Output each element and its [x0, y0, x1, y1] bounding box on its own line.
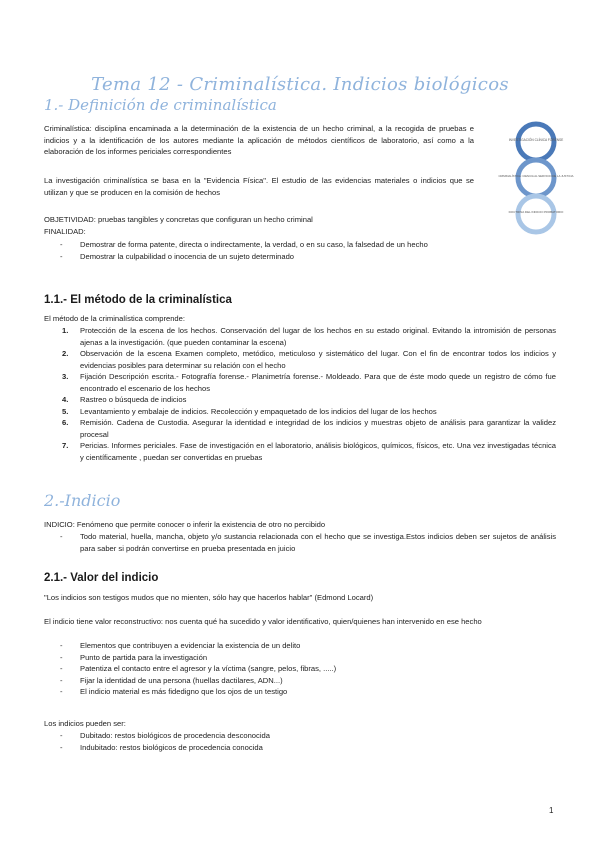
diagram-label-2: CRIMINALÍSTICA: CIENCIA AL SERVICIO DE LA JUSTICIA [498, 174, 574, 178]
list-item: - Patentiza el contacto entre el agresor y la víctima (sangre, pelos, fibras, .....) [60, 664, 337, 673]
method-intro: El método de la criminalística comprende: [44, 314, 185, 323]
list-item: - Fijar la identidad de una persona (huellas dactilares, ADN...) [60, 675, 283, 685]
page-number: 1 [549, 806, 554, 815]
indicio-list [60, 531, 556, 554]
objectivity-text: OBJETIVIDAD: pruebas tangibles y concretas que configuran un hecho criminal [44, 215, 313, 224]
section-1-heading: 1.- Definición de criminalística [44, 96, 277, 114]
method-steps-list [58, 325, 556, 463]
list-item: 1. Protección de la escena de los hechos. Conservación del lugar de los hechos en su estado original. Evitando la intromisión de personas ajenas a la investigación. (que pueden contaminar la escena) [62, 326, 556, 347]
list-item: 2. Observación de la escena Examen completo, metódico, meticuloso y sistemático del lugar. Con el fin de encontrar todos los indicios y evidencias posibles para determinar su relación con el hecho [62, 349, 556, 370]
types-list [60, 730, 556, 753]
types-label: Los indicios pueden ser: [44, 719, 126, 728]
diagram-label-3: DOCTRINA DEL INDICIO PROBATORIO [508, 210, 564, 214]
investigation-paragraph: La investigación criminalística se basa en la "Evidencia Física". El estudio de las evidencias materiales o indicios que se utilizan y que se producen en la comisión de hechos [44, 176, 474, 197]
list-item: 6. Remisión. Cadena de Custodia. Asegurar la identidad e integridad de los indicios y muestras objeto de análisis para garantizar la validez procesal [62, 418, 556, 439]
list-item: - Demostrar de forma patente, directa o indirectamente, la verdad, o en su caso, la falsedad de un hecho [60, 240, 428, 249]
list-item: - Indubitado: restos biológicos de procedencia conocida [60, 742, 263, 752]
list-item: - Dubitado: restos biológicos de procedencia desconocida [60, 731, 270, 740]
criminalistics-definition: Criminalística: disciplina encaminada a la determinación de la existencia de un hecho criminal, a la recogida de pruebas e indicios y a la identificación de los autores mediante la aplicación de métodos científicos de laboratorio, así como a la elaboración de los informes periciales correspondientes [44, 124, 474, 156]
list-item: 7. Pericias. Informes periciales. Fase de investigación en el laboratorio, análisis biológicos, químicos, físicos, etc. Una vez investigadas técnica y científicamente , puedan ser convertidas en pruebas [62, 441, 556, 462]
list-item: - Demostrar la culpabilidad o inocencia de un sujeto determinado [60, 251, 295, 261]
value-paragraph: El indicio tiene valor reconstructivo: nos cuenta qué ha sucedido y valor identificativo, quien/quienes han intervenido en ese hecho [44, 617, 482, 626]
finality-list [60, 239, 474, 262]
diagram-circle-middle [518, 160, 554, 196]
diagram-circle-bottom [518, 196, 554, 232]
list-item: - Punto de partida para la investigación [60, 652, 208, 662]
list-item: - Todo material, huella, mancha, objeto y/o sustancia relacionada con el hecho que se investiga.Estos indicios deben ser sujetos de análisis para saber si podrán convertirse en prueba presentada en juicio [60, 532, 556, 553]
diagram-label-1: INVESTIGACIÓN CLÍNICA FORENSE [508, 138, 564, 142]
section-2-heading: 2.-Indicio [44, 491, 121, 510]
finality-label: FINALIDAD: [44, 227, 86, 236]
page-title: Tema 12 - Criminalística. Indicios biológicos [91, 74, 509, 95]
list-item: 3. Fijación Descripción escrita.- Fotografía forense.- Planimetría forense.- Moldeado. Para que de éste modo quede un registro de cómo fue encontrado el escenario de los hechos [62, 372, 556, 393]
section-1-1-heading: 1.1.- El método de la criminalística [44, 294, 232, 306]
list-item: - El indicio material es más fidedigno que los ojos de un testigo [60, 687, 288, 696]
indicio-definition: INDICIO: Fenómeno que permite conocer o inferir la existencia de otro no percibido [44, 520, 326, 529]
locard-quote: "Los indicios son testigos mudos que no mienten, sólo hay que hacerlos hablar" (Edmond Locard) [44, 593, 374, 602]
list-item: - Elementos que contribuyen a evidenciar la existencia de un delito [60, 641, 301, 650]
diagram-circle-top [518, 124, 554, 160]
criminalistics-diagram [496, 120, 576, 240]
value-list [60, 640, 556, 698]
list-item: 5. Levantamiento y embalaje de indicios. Recolección y empaquetado de los indicios del lugar de los hechos [62, 406, 437, 416]
list-item: 4. Rastreo o búsqueda de indicios [62, 395, 187, 404]
section-2-1-heading: 2.1.- Valor del indicio [44, 572, 159, 584]
